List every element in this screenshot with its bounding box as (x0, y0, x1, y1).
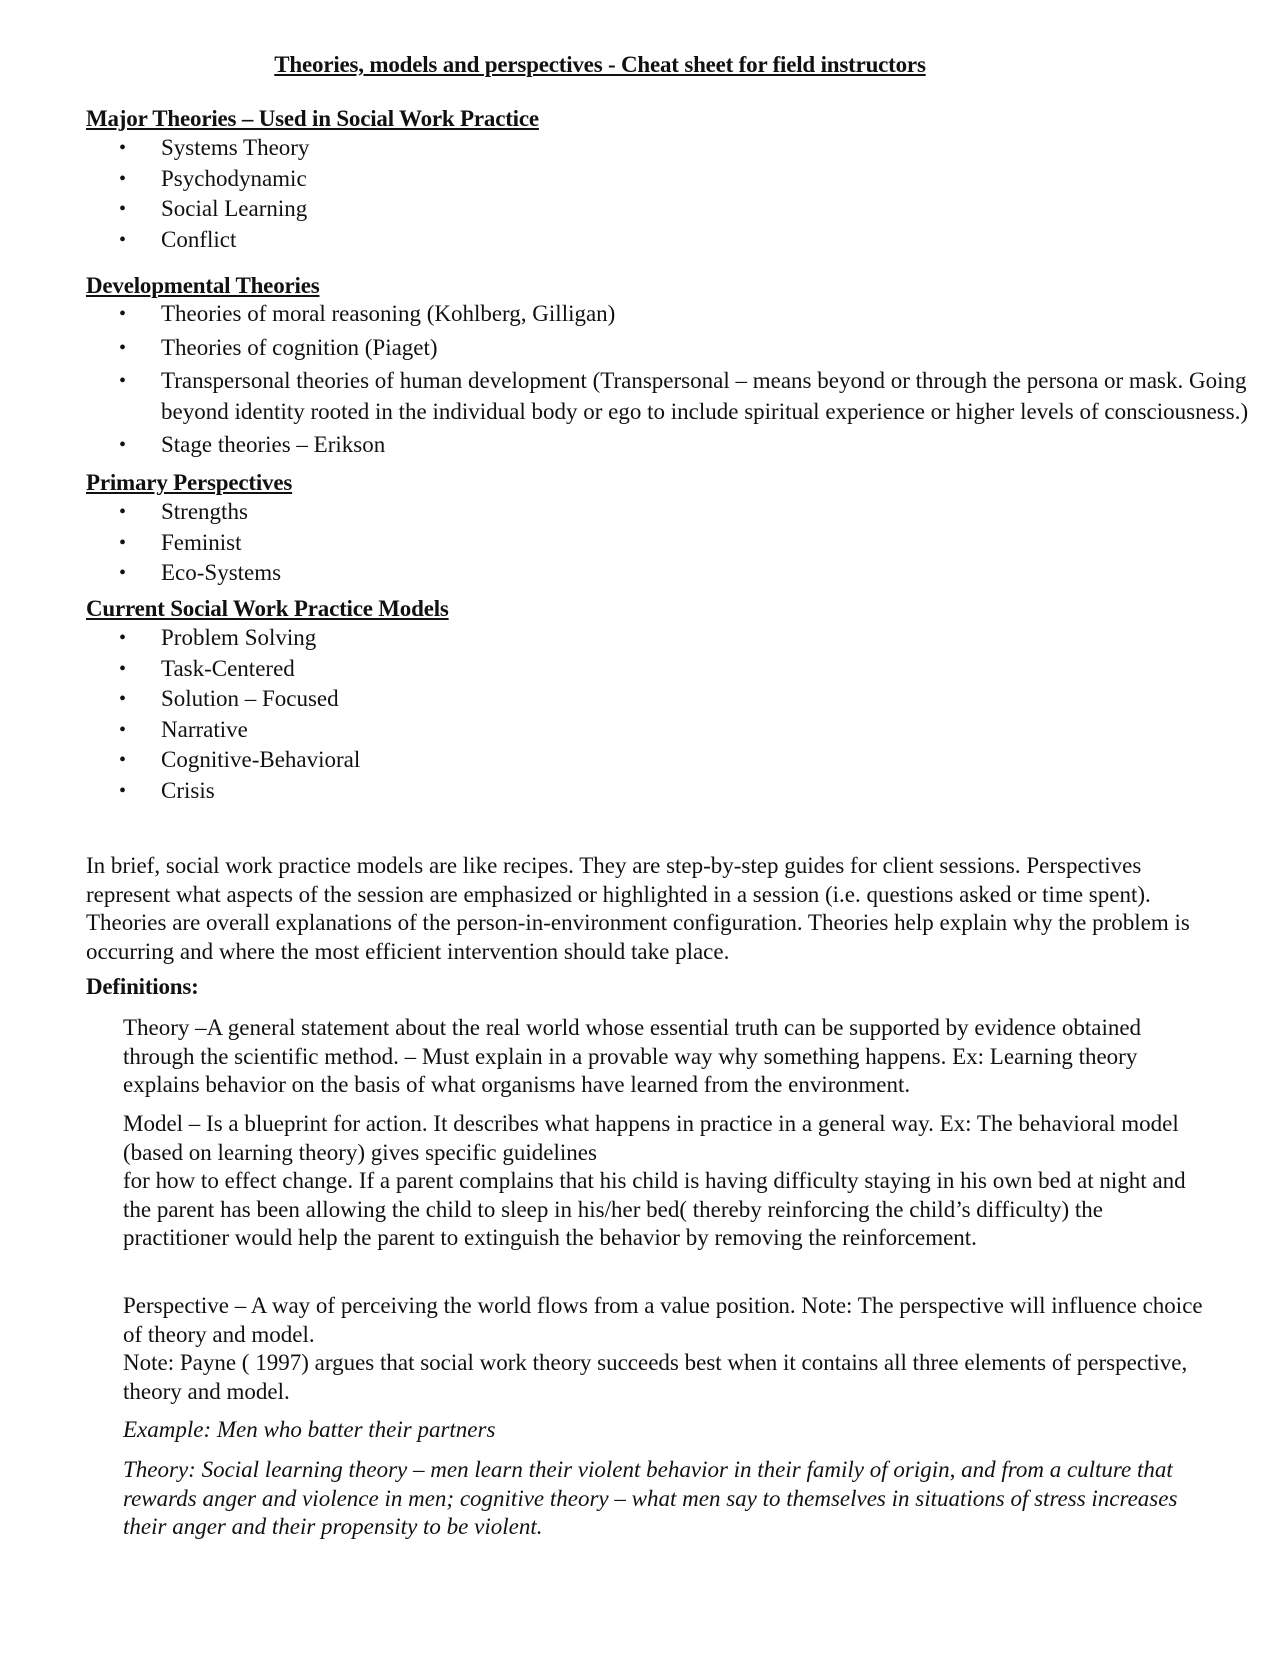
list-item: • Eco-Systems (86, 558, 1271, 589)
bullet-icon: • (119, 627, 127, 649)
list-item: • Transpersonal theories of human development (Transpersonal – means beyond or through the persona or mask. Going beyond identity rooted in the individual body or ego to include spiritual experience or higher levels of consciousness.) (119, 368, 1249, 424)
document-title: Theories, models and perspectives - Cheat sheet for field instructors (274, 52, 926, 77)
list-item: • Social Learning (86, 194, 1271, 225)
section-heading-major-theories: Major Theories – Used in Social Work Practice (86, 106, 539, 131)
bullet-icon: • (119, 779, 127, 802)
bullet-icon: • (119, 434, 127, 456)
list-item: • Conflict (86, 225, 1271, 256)
definition-model: Model – Is a blueprint for action. It describes what happens in practice in a general way. Ex: The behavioral model (based on learning theory) gives specific guidelines (123, 1111, 1179, 1165)
bullet-icon: • (119, 688, 127, 710)
definition-perspective: Perspective – A way of perceiving the world flows from a value position. Note: The perspective will influence choice of theory and model. (123, 1293, 1203, 1347)
section-heading-practice-models: Current Social Work Practice Models (86, 596, 449, 621)
bullet-icon: • (119, 167, 127, 190)
list-item: • Task-Centered (86, 654, 1271, 685)
list-item: • Solution – Focused (86, 684, 1271, 715)
definition-model-continued: for how to effect change. If a parent complains that his child is having difficulty staying in his own bed at night and the parent has been allowing the child to sleep in his/her bed( thereby reinforcing the child’s difficulty) the practitioner would help the parent to extinguish the behavior by removing the reinforcement. (123, 1168, 1186, 1250)
practice-models-list (86, 623, 1271, 806)
bullet-icon: • (119, 228, 127, 251)
list-item: • Systems Theory (86, 133, 1271, 164)
bullet-icon: • (119, 501, 127, 523)
example-heading: Example: Men who batter their partners (123, 1417, 496, 1442)
list-item: • Problem Solving (86, 623, 1271, 654)
definitions-heading: Definitions: (86, 974, 199, 999)
list-item: • Strengths (86, 497, 1271, 528)
section-heading-primary-perspectives: Primary Perspectives (86, 470, 293, 495)
summary-paragraph: In brief, social work practice models are like recipes. They are step-by-step guides for client sessions. Perspectives represent what aspects of the session are emphasized or highlighted in a session (i.e. questions asked or time spent). Theories are overall explanations of the person-in-environment configuration. Theories help explain why the problem is occurring and where the most efficient intervention should take place. (86, 853, 1190, 964)
bullet-icon: • (119, 718, 127, 741)
bullet-icon: • (119, 749, 127, 771)
primary-perspectives-list (86, 497, 1271, 589)
definition-theory: Theory –A general statement about the real world whose essential truth can be supported by evidence obtained through the scientific method. – Must explain in a provable way why something happens. Ex: Learning theory explains behavior on the basis of what organisms have learned from the environment. (123, 1015, 1142, 1097)
list-item: • Feminist (86, 528, 1271, 559)
list-item: • Psychodynamic (86, 164, 1271, 195)
bullet-icon: • (119, 657, 127, 680)
example-theory: Theory: Social learning theory – men learn their violent behavior in their family of origin, and from a culture that rewards anger and violence in men; cognitive theory – what men say to themselves in situations of stress increases their anger and their propensity to be violent. (123, 1457, 1178, 1539)
list-item: • Narrative (86, 715, 1271, 746)
bullet-icon: • (119, 336, 127, 359)
list-item: • Theories of moral reasoning (Kohlberg, Gilligan) (86, 299, 1271, 330)
bullet-icon: • (119, 370, 127, 392)
bullet-icon: • (119, 303, 127, 325)
bullet-icon: • (119, 562, 127, 584)
list-item: • Crisis (86, 776, 1271, 807)
bullet-icon: • (119, 137, 127, 159)
bullet-icon: • (119, 198, 127, 220)
list-item: • Stage theories – Erikson (86, 430, 1271, 461)
major-theories-list (86, 133, 1271, 255)
list-item: • Theories of cognition (Piaget) (86, 333, 1271, 364)
section-heading-developmental-theories: Developmental Theories (86, 273, 320, 298)
bullet-icon: • (119, 531, 127, 554)
developmental-theories-list (86, 299, 1271, 464)
list-item: • Cognitive-Behavioral (86, 745, 1271, 776)
payne-note: Note: Payne ( 1997) argues that social work theory succeeds best when it contains all three elements of perspective, theory and model. (123, 1350, 1188, 1404)
